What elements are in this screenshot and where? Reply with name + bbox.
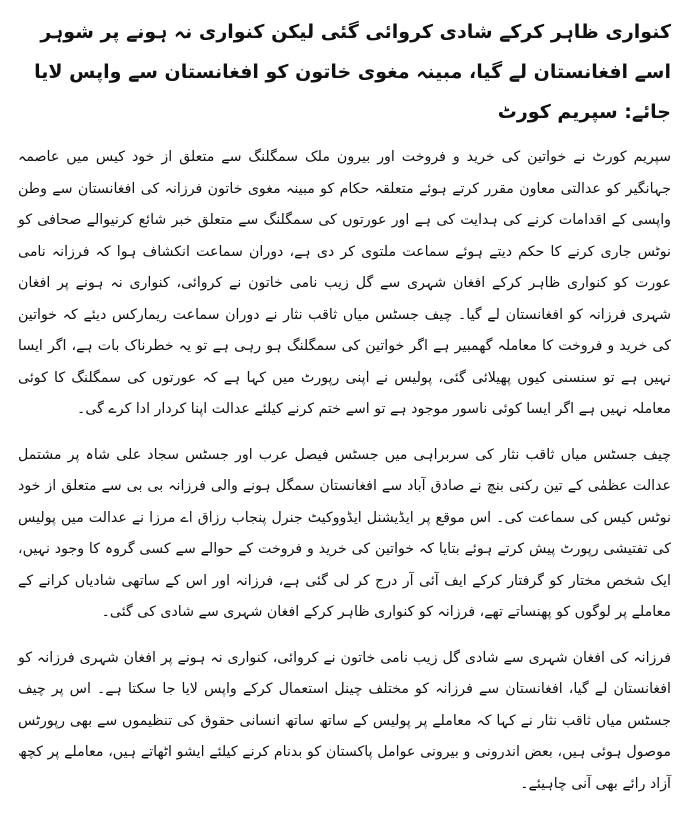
article-headline: کنواری ظاہر کرکے شادی کروائی گئی لیکن کنواری نہ ہونے پر شوہر اسے افغانستان لے گیا، مبینہ مغوی خاتون کو افغانستان سے واپس لایا جائے: سپریم کورٹ xyxy=(34,21,671,123)
article-paragraph-3: فرزانہ کی افغان شہری سے شادی گل زیب نامی خاتون نے کروائی، کنواری نہ ہونے پر افغان شہری فرزانہ کو افغانستان لے گیا، افغانستان سے فرزانہ کو مختلف چینل استعمال کرکے واپس لایا جا سکتا ہے۔ اس پر چیف جسٹس میاں ثاقب نثار نے کہا کہ معاملے پر پولیس کے ساتھ ساتھ انسانی حقوق کی تنظیموں سے بھی رپورٹس موصول ہوئی ہیں، بعض اندرونی و بیرونی عوامل پاکستان کو بدنام کرنے کیلئے ایشو اٹھاتے ہیں، معاملے پر کچھ آزاد رائے بھی آنی چاہیئے۔ xyxy=(18,649,671,792)
article-paragraph-2: چیف جسٹس میاں ثاقب نثار کی سربراہی میں جسٹس فیصل عرب اور جسٹس سجاد علی شاہ پر مشتمل عدالت عظمٰی کے تین رکنی بنچ نے صادق آباد سے افغانستان سمگل ہونے والی فرزانہ بی بی سے متعلق از خود نوٹس کیس کی سماعت کی۔ اس موقع پر ایڈیشنل ایڈووکیٹ جنرل پنجاب رزاق اے مرزا نے عدالت میں پولیس کی تفتیشی رپورٹ پیش کرتے ہوئے بتایا کہ خواتین کی خرید و فروخت کے حوالے سے کسی گروہ کا وجود نہیں، ایک شخص مختار کو گرفتار کرکے ایف آئی آر درج کر لی گئی ہے، فرزانہ اور اس کے ساتھی شادیاں کرانے کے معاملے پر لوگوں کو پھنساتے تھے، فرزانہ کو کنواری ظاہر کرکے افغان شہری سے شادی کی گئی۔ xyxy=(18,446,671,620)
article-paragraph-1: سپریم کورٹ نے خواتین کی خرید و فروخت اور بیرون ملک سمگلنگ سے متعلق از خود کیس میں عاصمہ جہانگیر کو عدالتی معاون مقرر کرتے ہوئے متعلقہ حکام کو مبینہ مغوی خاتون فرزانہ کی افغانستان سے وطن واپسی کے اقدامات کرنے کی ہدایت کی ہے اور عورتوں کی سمگلنگ سے متعلق خبر شائع کرنیوالے صحافی کو نوٹس جاری کرنے کا حکم دیتے ہوئے سماعت ملتوی کر دی ہے، دوران سماعت انکشاف ہوا کہ فرزانہ نامی عورت کو کنواری ظاہر کرکے افغان شہری سے گل زیب نامی خاتون نے کروائی، کنواری نہ ہونے پر افغان شہری فرزانہ کو افغانستان لے گیا۔ چیف جسٹس میاں ثاقب نثار نے دوران سماعت ریمارکس دیئے کہ خواتین کی خرید و فروخت کا معاملہ گھمبیر ہے اگر خواتین کی سمگلنگ ہو رہی ہے تو یہ خطرناک بات ہے، اگر ایسا نہیں ہے تو سنسنی کیوں پھیلائی گئی، پولیس نے اپنی رپورٹ میں کہا ہے کہ عورتوں کی سمگلنگ کا کوئی معاملہ نہیں ہے اگر ایسا کوئی ناسور موجود ہے تو اسے ختم کرنے کیلئے عدالت اپنا کردار ادا کرے گی۔ xyxy=(18,149,671,417)
